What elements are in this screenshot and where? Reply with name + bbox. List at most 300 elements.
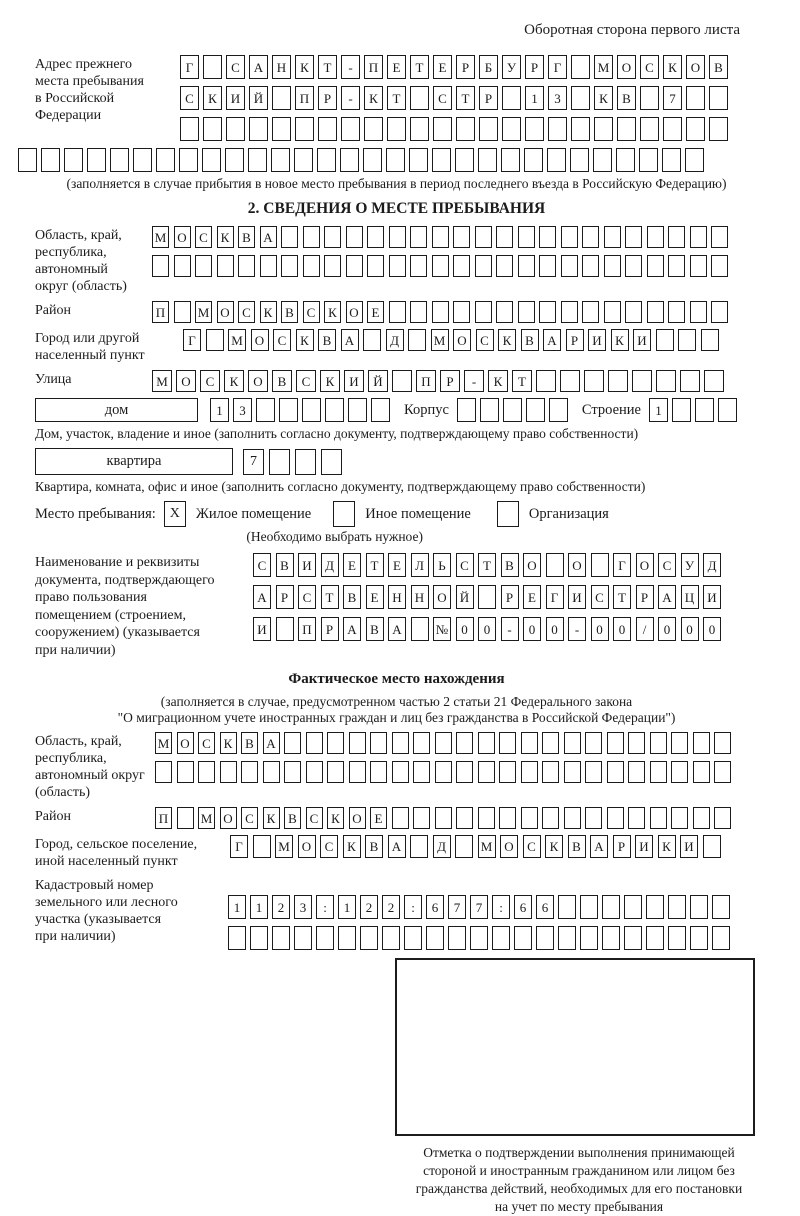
char-cell[interactable] <box>349 732 366 754</box>
char-cell[interactable]: Й <box>456 585 474 609</box>
char-cell[interactable] <box>404 926 422 950</box>
char-cell[interactable] <box>521 761 538 783</box>
char-cell[interactable]: К <box>295 55 314 79</box>
char-cell[interactable] <box>432 301 449 323</box>
char-cell[interactable]: 7 <box>663 86 682 110</box>
char-cell[interactable] <box>625 255 642 277</box>
char-cell[interactable]: 1 <box>649 398 668 422</box>
char-cell[interactable]: Е <box>388 553 406 577</box>
char-cell[interactable]: К <box>296 329 314 351</box>
char-cell[interactable]: П <box>298 617 316 641</box>
char-cell[interactable] <box>453 255 470 277</box>
char-cell[interactable] <box>456 807 473 829</box>
char-cell[interactable]: О <box>433 585 451 609</box>
char-cell[interactable]: А <box>388 835 406 858</box>
char-cell[interactable] <box>647 226 664 248</box>
char-cell[interactable]: У <box>502 55 521 79</box>
char-cell[interactable]: С <box>198 732 215 754</box>
char-cell[interactable] <box>607 807 624 829</box>
char-cell[interactable]: Д <box>321 553 339 577</box>
char-cell[interactable]: О <box>220 807 237 829</box>
char-cell[interactable]: Р <box>525 55 544 79</box>
char-cell[interactable]: И <box>298 553 316 577</box>
char-cell[interactable]: О <box>636 553 654 577</box>
char-cell[interactable]: Й <box>249 86 268 110</box>
char-cell[interactable] <box>387 117 406 141</box>
char-cell[interactable] <box>539 255 556 277</box>
char-cell[interactable] <box>195 255 212 277</box>
char-cell[interactable] <box>392 761 409 783</box>
char-cell[interactable] <box>281 255 298 277</box>
char-cell[interactable]: 0 <box>478 617 496 641</box>
char-cell[interactable]: 3 <box>548 86 567 110</box>
char-cell[interactable] <box>295 449 316 475</box>
char-cell[interactable] <box>604 255 621 277</box>
char-cell[interactable]: Н <box>272 55 291 79</box>
char-cell[interactable] <box>602 895 620 919</box>
char-cell[interactable] <box>340 148 359 172</box>
char-cell[interactable] <box>632 370 652 392</box>
char-cell[interactable] <box>712 926 730 950</box>
char-cell[interactable]: В <box>272 370 292 392</box>
char-cell[interactable]: А <box>253 585 271 609</box>
char-cell[interactable]: К <box>220 732 237 754</box>
char-cell[interactable]: 3 <box>233 398 252 422</box>
char-cell[interactable]: Ь <box>433 553 451 577</box>
char-cell[interactable]: К <box>488 370 508 392</box>
char-cell[interactable]: Р <box>276 585 294 609</box>
char-cell[interactable] <box>455 835 473 858</box>
char-cell[interactable] <box>367 226 384 248</box>
char-cell[interactable]: К <box>327 807 344 829</box>
char-cell[interactable]: 6 <box>536 895 554 919</box>
char-cell[interactable]: Й <box>368 370 388 392</box>
char-cell[interactable] <box>306 732 323 754</box>
char-cell[interactable]: Р <box>566 329 584 351</box>
char-cell[interactable] <box>693 807 710 829</box>
char-cell[interactable] <box>432 148 451 172</box>
char-cell[interactable] <box>363 148 382 172</box>
char-cell[interactable] <box>174 301 191 323</box>
char-cell[interactable] <box>410 226 427 248</box>
checkbox-other-premises[interactable] <box>333 501 355 527</box>
char-cell[interactable]: М <box>431 329 449 351</box>
char-cell[interactable]: Р <box>613 835 631 858</box>
char-cell[interactable] <box>303 255 320 277</box>
char-cell[interactable] <box>671 732 688 754</box>
char-cell[interactable]: - <box>341 55 360 79</box>
char-cell[interactable]: С <box>200 370 220 392</box>
char-cell[interactable] <box>284 732 301 754</box>
char-cell[interactable]: П <box>364 55 383 79</box>
char-cell[interactable]: Т <box>366 553 384 577</box>
char-cell[interactable] <box>564 732 581 754</box>
char-cell[interactable]: О <box>568 553 586 577</box>
char-cell[interactable]: О <box>523 553 541 577</box>
char-cell[interactable] <box>448 926 466 950</box>
char-cell[interactable] <box>203 117 222 141</box>
char-cell[interactable] <box>174 255 191 277</box>
char-cell[interactable]: К <box>224 370 244 392</box>
char-cell[interactable] <box>203 55 222 79</box>
char-cell[interactable]: П <box>155 807 172 829</box>
char-cell[interactable]: П <box>295 86 314 110</box>
char-cell[interactable] <box>432 255 449 277</box>
char-cell[interactable] <box>348 398 367 422</box>
char-cell[interactable] <box>526 398 545 422</box>
char-cell[interactable] <box>701 329 719 351</box>
char-cell[interactable]: С <box>456 553 474 577</box>
char-cell[interactable]: Р <box>501 585 519 609</box>
char-cell[interactable]: Г <box>230 835 248 858</box>
char-cell[interactable] <box>690 895 708 919</box>
char-cell[interactable] <box>370 761 387 783</box>
char-cell[interactable] <box>585 807 602 829</box>
char-cell[interactable]: 1 <box>338 895 356 919</box>
char-cell[interactable]: С <box>320 835 338 858</box>
char-cell[interactable]: К <box>594 86 613 110</box>
char-cell[interactable] <box>624 926 642 950</box>
char-cell[interactable]: И <box>633 329 651 351</box>
char-cell[interactable]: Т <box>613 585 631 609</box>
char-cell[interactable] <box>455 148 474 172</box>
char-cell[interactable] <box>542 807 559 829</box>
char-cell[interactable] <box>647 255 664 277</box>
char-cell[interactable]: О <box>346 301 363 323</box>
char-cell[interactable] <box>525 117 544 141</box>
char-cell[interactable] <box>539 226 556 248</box>
char-cell[interactable] <box>628 761 645 783</box>
char-cell[interactable] <box>714 761 731 783</box>
char-cell[interactable] <box>180 117 199 141</box>
char-cell[interactable] <box>604 226 621 248</box>
char-cell[interactable] <box>152 255 169 277</box>
char-cell[interactable]: А <box>343 617 361 641</box>
char-cell[interactable]: 1 <box>228 895 246 919</box>
char-cell[interactable] <box>410 835 428 858</box>
char-cell[interactable] <box>714 732 731 754</box>
char-cell[interactable]: : <box>492 895 510 919</box>
char-cell[interactable] <box>650 761 667 783</box>
char-cell[interactable]: С <box>195 226 212 248</box>
char-cell[interactable] <box>155 761 172 783</box>
char-cell[interactable]: Р <box>636 585 654 609</box>
char-cell[interactable]: Р <box>456 55 475 79</box>
char-cell[interactable] <box>475 255 492 277</box>
char-cell[interactable] <box>110 148 129 172</box>
char-cell[interactable] <box>346 226 363 248</box>
char-cell[interactable] <box>617 117 636 141</box>
char-cell[interactable] <box>668 226 685 248</box>
char-cell[interactable]: К <box>658 835 676 858</box>
char-cell[interactable] <box>367 255 384 277</box>
char-cell[interactable]: 3 <box>294 895 312 919</box>
char-cell[interactable] <box>478 148 497 172</box>
char-cell[interactable] <box>690 926 708 950</box>
char-cell[interactable] <box>616 148 635 172</box>
char-cell[interactable] <box>668 926 686 950</box>
char-cell[interactable]: В <box>276 553 294 577</box>
char-cell[interactable]: К <box>203 86 222 110</box>
char-cell[interactable] <box>662 148 681 172</box>
char-cell[interactable]: К <box>663 55 682 79</box>
char-cell[interactable] <box>349 761 366 783</box>
char-cell[interactable] <box>41 148 60 172</box>
char-cell[interactable] <box>656 329 674 351</box>
char-cell[interactable]: А <box>249 55 268 79</box>
char-cell[interactable] <box>177 761 194 783</box>
char-cell[interactable] <box>410 117 429 141</box>
char-cell[interactable]: И <box>253 617 271 641</box>
char-cell[interactable] <box>408 329 426 351</box>
char-cell[interactable] <box>712 895 730 919</box>
char-cell[interactable] <box>704 370 724 392</box>
checkbox-residential[interactable]: X <box>164 501 186 527</box>
char-cell[interactable] <box>564 761 581 783</box>
char-cell[interactable]: Г <box>548 55 567 79</box>
char-cell[interactable] <box>480 398 499 422</box>
char-cell[interactable] <box>582 226 599 248</box>
char-cell[interactable] <box>156 148 175 172</box>
char-cell[interactable] <box>392 807 409 829</box>
char-cell[interactable] <box>680 370 700 392</box>
char-cell[interactable]: : <box>316 895 334 919</box>
char-cell[interactable] <box>709 117 728 141</box>
char-cell[interactable] <box>650 732 667 754</box>
char-cell[interactable]: 0 <box>703 617 721 641</box>
char-cell[interactable] <box>435 761 452 783</box>
char-cell[interactable] <box>536 926 554 950</box>
char-cell[interactable] <box>249 117 268 141</box>
char-cell[interactable] <box>271 148 290 172</box>
char-cell[interactable] <box>690 301 707 323</box>
char-cell[interactable] <box>564 807 581 829</box>
char-cell[interactable] <box>303 226 320 248</box>
char-cell[interactable] <box>518 226 535 248</box>
char-cell[interactable]: Р <box>321 617 339 641</box>
char-cell[interactable] <box>668 895 686 919</box>
char-cell[interactable] <box>410 255 427 277</box>
char-cell[interactable] <box>324 255 341 277</box>
char-cell[interactable]: К <box>217 226 234 248</box>
char-cell[interactable]: А <box>341 329 359 351</box>
char-cell[interactable] <box>585 761 602 783</box>
char-cell[interactable]: 1 <box>250 895 268 919</box>
char-cell[interactable] <box>389 255 406 277</box>
char-cell[interactable] <box>571 55 590 79</box>
char-cell[interactable]: Н <box>411 585 429 609</box>
char-cell[interactable]: А <box>388 617 406 641</box>
char-cell[interactable] <box>703 835 721 858</box>
char-cell[interactable]: П <box>416 370 436 392</box>
char-cell[interactable] <box>475 226 492 248</box>
char-cell[interactable] <box>711 226 728 248</box>
char-cell[interactable] <box>668 301 685 323</box>
char-cell[interactable] <box>198 761 215 783</box>
char-cell[interactable]: М <box>594 55 613 79</box>
char-cell[interactable]: И <box>703 585 721 609</box>
char-cell[interactable] <box>18 148 37 172</box>
char-cell[interactable] <box>411 617 429 641</box>
char-cell[interactable] <box>435 732 452 754</box>
char-cell[interactable] <box>272 86 291 110</box>
char-cell[interactable] <box>253 835 271 858</box>
char-cell[interactable] <box>413 807 430 829</box>
char-cell[interactable] <box>470 926 488 950</box>
char-cell[interactable] <box>607 732 624 754</box>
char-cell[interactable]: 0 <box>613 617 631 641</box>
char-cell[interactable] <box>317 148 336 172</box>
char-cell[interactable]: О <box>248 370 268 392</box>
char-cell[interactable] <box>503 398 522 422</box>
char-cell[interactable] <box>382 926 400 950</box>
char-cell[interactable]: В <box>501 553 519 577</box>
char-cell[interactable] <box>571 117 590 141</box>
char-cell[interactable]: О <box>251 329 269 351</box>
char-cell[interactable]: И <box>635 835 653 858</box>
char-cell[interactable]: - <box>568 617 586 641</box>
char-cell[interactable] <box>294 148 313 172</box>
char-cell[interactable]: М <box>478 835 496 858</box>
char-cell[interactable] <box>276 617 294 641</box>
char-cell[interactable] <box>628 732 645 754</box>
char-cell[interactable]: В <box>521 329 539 351</box>
char-cell[interactable] <box>547 148 566 172</box>
char-cell[interactable]: И <box>588 329 606 351</box>
char-cell[interactable]: С <box>296 370 316 392</box>
char-cell[interactable]: Т <box>321 585 339 609</box>
char-cell[interactable]: В <box>365 835 383 858</box>
char-cell[interactable] <box>453 226 470 248</box>
char-cell[interactable]: Р <box>318 86 337 110</box>
char-cell[interactable] <box>177 807 194 829</box>
char-cell[interactable]: С <box>591 585 609 609</box>
char-cell[interactable] <box>456 117 475 141</box>
char-cell[interactable]: М <box>155 732 172 754</box>
char-cell[interactable] <box>668 255 685 277</box>
char-cell[interactable] <box>571 86 590 110</box>
char-cell[interactable]: Г <box>180 55 199 79</box>
char-cell[interactable]: Е <box>367 301 384 323</box>
char-cell[interactable]: С <box>238 301 255 323</box>
char-cell[interactable]: С <box>523 835 541 858</box>
char-cell[interactable]: 2 <box>360 895 378 919</box>
char-cell[interactable] <box>392 732 409 754</box>
char-cell[interactable] <box>413 732 430 754</box>
char-cell[interactable] <box>327 732 344 754</box>
char-cell[interactable] <box>542 732 559 754</box>
char-cell[interactable]: К <box>364 86 383 110</box>
char-cell[interactable]: Г <box>613 553 631 577</box>
char-cell[interactable]: С <box>303 301 320 323</box>
char-cell[interactable]: М <box>152 226 169 248</box>
char-cell[interactable]: А <box>543 329 561 351</box>
char-cell[interactable]: С <box>273 329 291 351</box>
char-cell[interactable] <box>263 761 280 783</box>
char-cell[interactable]: К <box>545 835 563 858</box>
char-cell[interactable] <box>492 926 510 950</box>
char-cell[interactable] <box>625 226 642 248</box>
char-cell[interactable] <box>672 398 691 422</box>
char-cell[interactable]: О <box>298 835 316 858</box>
char-cell[interactable]: Л <box>411 553 429 577</box>
char-cell[interactable]: 0 <box>546 617 564 641</box>
char-cell[interactable] <box>524 148 543 172</box>
char-cell[interactable] <box>671 761 688 783</box>
char-cell[interactable]: В <box>709 55 728 79</box>
char-cell[interactable]: 1 <box>525 86 544 110</box>
char-cell[interactable] <box>341 117 360 141</box>
char-cell[interactable] <box>386 148 405 172</box>
char-cell[interactable] <box>302 398 321 422</box>
char-cell[interactable] <box>548 117 567 141</box>
char-cell[interactable] <box>593 148 612 172</box>
char-cell[interactable] <box>624 895 642 919</box>
char-cell[interactable] <box>306 761 323 783</box>
char-cell[interactable] <box>327 761 344 783</box>
char-cell[interactable]: Е <box>523 585 541 609</box>
char-cell[interactable] <box>248 148 267 172</box>
char-cell[interactable] <box>584 370 604 392</box>
char-cell[interactable]: С <box>306 807 323 829</box>
char-cell[interactable] <box>690 226 707 248</box>
char-cell[interactable] <box>591 553 609 577</box>
char-cell[interactable]: О <box>217 301 234 323</box>
char-cell[interactable] <box>685 148 704 172</box>
char-cell[interactable]: О <box>500 835 518 858</box>
char-cell[interactable] <box>686 117 705 141</box>
char-cell[interactable] <box>496 226 513 248</box>
char-cell[interactable] <box>499 761 516 783</box>
char-cell[interactable] <box>413 761 430 783</box>
char-cell[interactable]: Е <box>433 55 452 79</box>
char-cell[interactable]: И <box>344 370 364 392</box>
char-cell[interactable] <box>295 117 314 141</box>
char-cell[interactable] <box>435 807 452 829</box>
char-cell[interactable] <box>521 732 538 754</box>
char-cell[interactable]: В <box>284 807 301 829</box>
char-cell[interactable] <box>711 301 728 323</box>
char-cell[interactable] <box>693 732 710 754</box>
char-cell[interactable] <box>678 329 696 351</box>
char-cell[interactable]: 6 <box>426 895 444 919</box>
char-cell[interactable]: Т <box>387 86 406 110</box>
char-cell[interactable] <box>496 301 513 323</box>
char-cell[interactable] <box>558 926 576 950</box>
char-cell[interactable] <box>502 117 521 141</box>
char-cell[interactable]: 7 <box>448 895 466 919</box>
char-cell[interactable]: № <box>433 617 451 641</box>
char-cell[interactable]: М <box>152 370 172 392</box>
char-cell[interactable] <box>269 449 290 475</box>
char-cell[interactable]: 1 <box>210 398 229 422</box>
char-cell[interactable] <box>256 398 275 422</box>
char-cell[interactable] <box>370 732 387 754</box>
char-cell[interactable]: В <box>617 86 636 110</box>
char-cell[interactable]: А <box>263 732 280 754</box>
char-cell[interactable] <box>433 117 452 141</box>
char-cell[interactable] <box>594 117 613 141</box>
char-cell[interactable]: С <box>476 329 494 351</box>
char-cell[interactable] <box>608 370 628 392</box>
char-cell[interactable] <box>625 301 642 323</box>
char-cell[interactable]: К <box>324 301 341 323</box>
char-cell[interactable]: Е <box>366 585 384 609</box>
char-cell[interactable]: И <box>568 585 586 609</box>
char-cell[interactable] <box>650 807 667 829</box>
char-cell[interactable] <box>272 926 290 950</box>
char-cell[interactable]: С <box>226 55 245 79</box>
